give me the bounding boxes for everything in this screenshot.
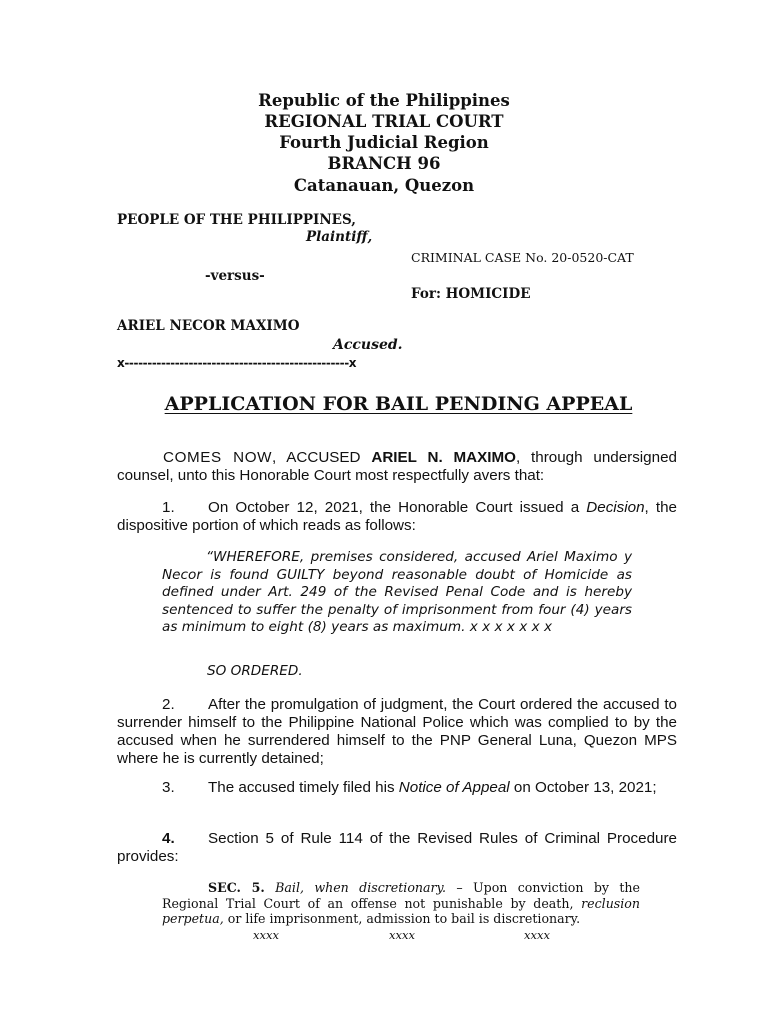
sec-reclusion: reclusion perpetua, [162,895,640,926]
intro-paragraph [117,449,677,485]
intro-accused: , ACCUSED [272,449,372,466]
plaintiff-name: PEOPLE OF THE PHILIPPINES, [117,212,356,228]
comes-now: COMES NOW [163,449,273,466]
p4-number: 4. [162,830,175,847]
offense [411,286,530,302]
header-branch: BRANCH 96 [327,154,441,173]
p1-text-b: , the dispositive portion of which reads as follows: [117,499,677,534]
header-location: Catanauan, Quezon [293,176,475,195]
accused-role: Accused. [333,337,403,353]
p3-number: 3. [162,779,175,796]
case-number: CRIMINAL CASE No. 20-0520-CAT [411,250,634,265]
header-republic: Republic of the Philippines [258,91,510,110]
p3-text-b: on October 13, 2021; [509,779,657,796]
p1-text-a: On October 12, 2021, the Honorable Court issued a [208,499,587,516]
paragraph-3 [117,779,677,797]
ellipsis-1: xxxx [253,928,279,942]
p4-text: Section 5 of Rule 114 of the Revised Rules of Criminal Procedure provides: [117,830,677,865]
sec-title: Bail, when discretionary. [275,880,446,895]
intro-accused-name: ARIEL N. MAXIMO [371,449,516,466]
p3-notice: Notice of Appeal [398,779,510,796]
p3-text-a: The accused timely filed his [208,779,399,796]
versus: -versus- [205,268,265,284]
quote-text: “WHEREFORE, premises considered, accused Ariel Maximo y Necor is found GUILTY beyond reasonable doubt of Homicide as defined under Art. 249 of the Revised Penal Code and is hereby sentenced to suffer the penalty of imprisonment from four (4) years as minimum to eight (8) years as maximum. x x x x x x x [162,549,632,635]
paragraph-4 [117,830,677,866]
header-court: REGIONAL TRIAL COURT [264,112,504,131]
sec-label: SEC. 5. [208,880,265,895]
header-region: Fourth Judicial Region [279,133,489,152]
p1-number: 1. [162,499,175,516]
p1-decision: Decision [586,499,645,516]
accused-name: ARIEL NECOR MAXIMO [117,318,300,334]
so-ordered: SO ORDERED. [207,663,303,679]
offense-name: : HOMICIDE [435,286,531,302]
decision-quote [162,549,632,637]
ellipsis-2: xxxx [389,928,415,942]
caption-divider: x-------------------------------------------------x [117,356,357,370]
intro-rest: , through undersigned counsel, unto this Honorable Court most respectfully avers that: [117,449,677,484]
paragraph-1 [117,499,677,535]
p2-number: 2. [162,696,175,713]
plaintiff-role: Plaintiff, [306,229,373,245]
section-5-quote [162,880,640,927]
paragraph-2 [117,696,677,768]
ellipsis-3: xxxx [524,928,550,942]
sec-text-a: – Upon conviction by the Regional Trial Court of an offense not punishable by death, [162,880,640,911]
for-label: For [411,286,436,302]
p2-text: After the promulgation of judgment, the Court ordered the accused to surrender himself to the Philippine National Police which was complied to by the accused when he surrendered himself to the PNP General Luna, Quezon MPS where he is currently detained; [117,696,677,767]
sec-text-b: or life imprisonment, admission to bail is discretionary. [223,911,581,926]
document-title: APPLICATION FOR BAIL PENDING APPEAL [164,393,633,415]
